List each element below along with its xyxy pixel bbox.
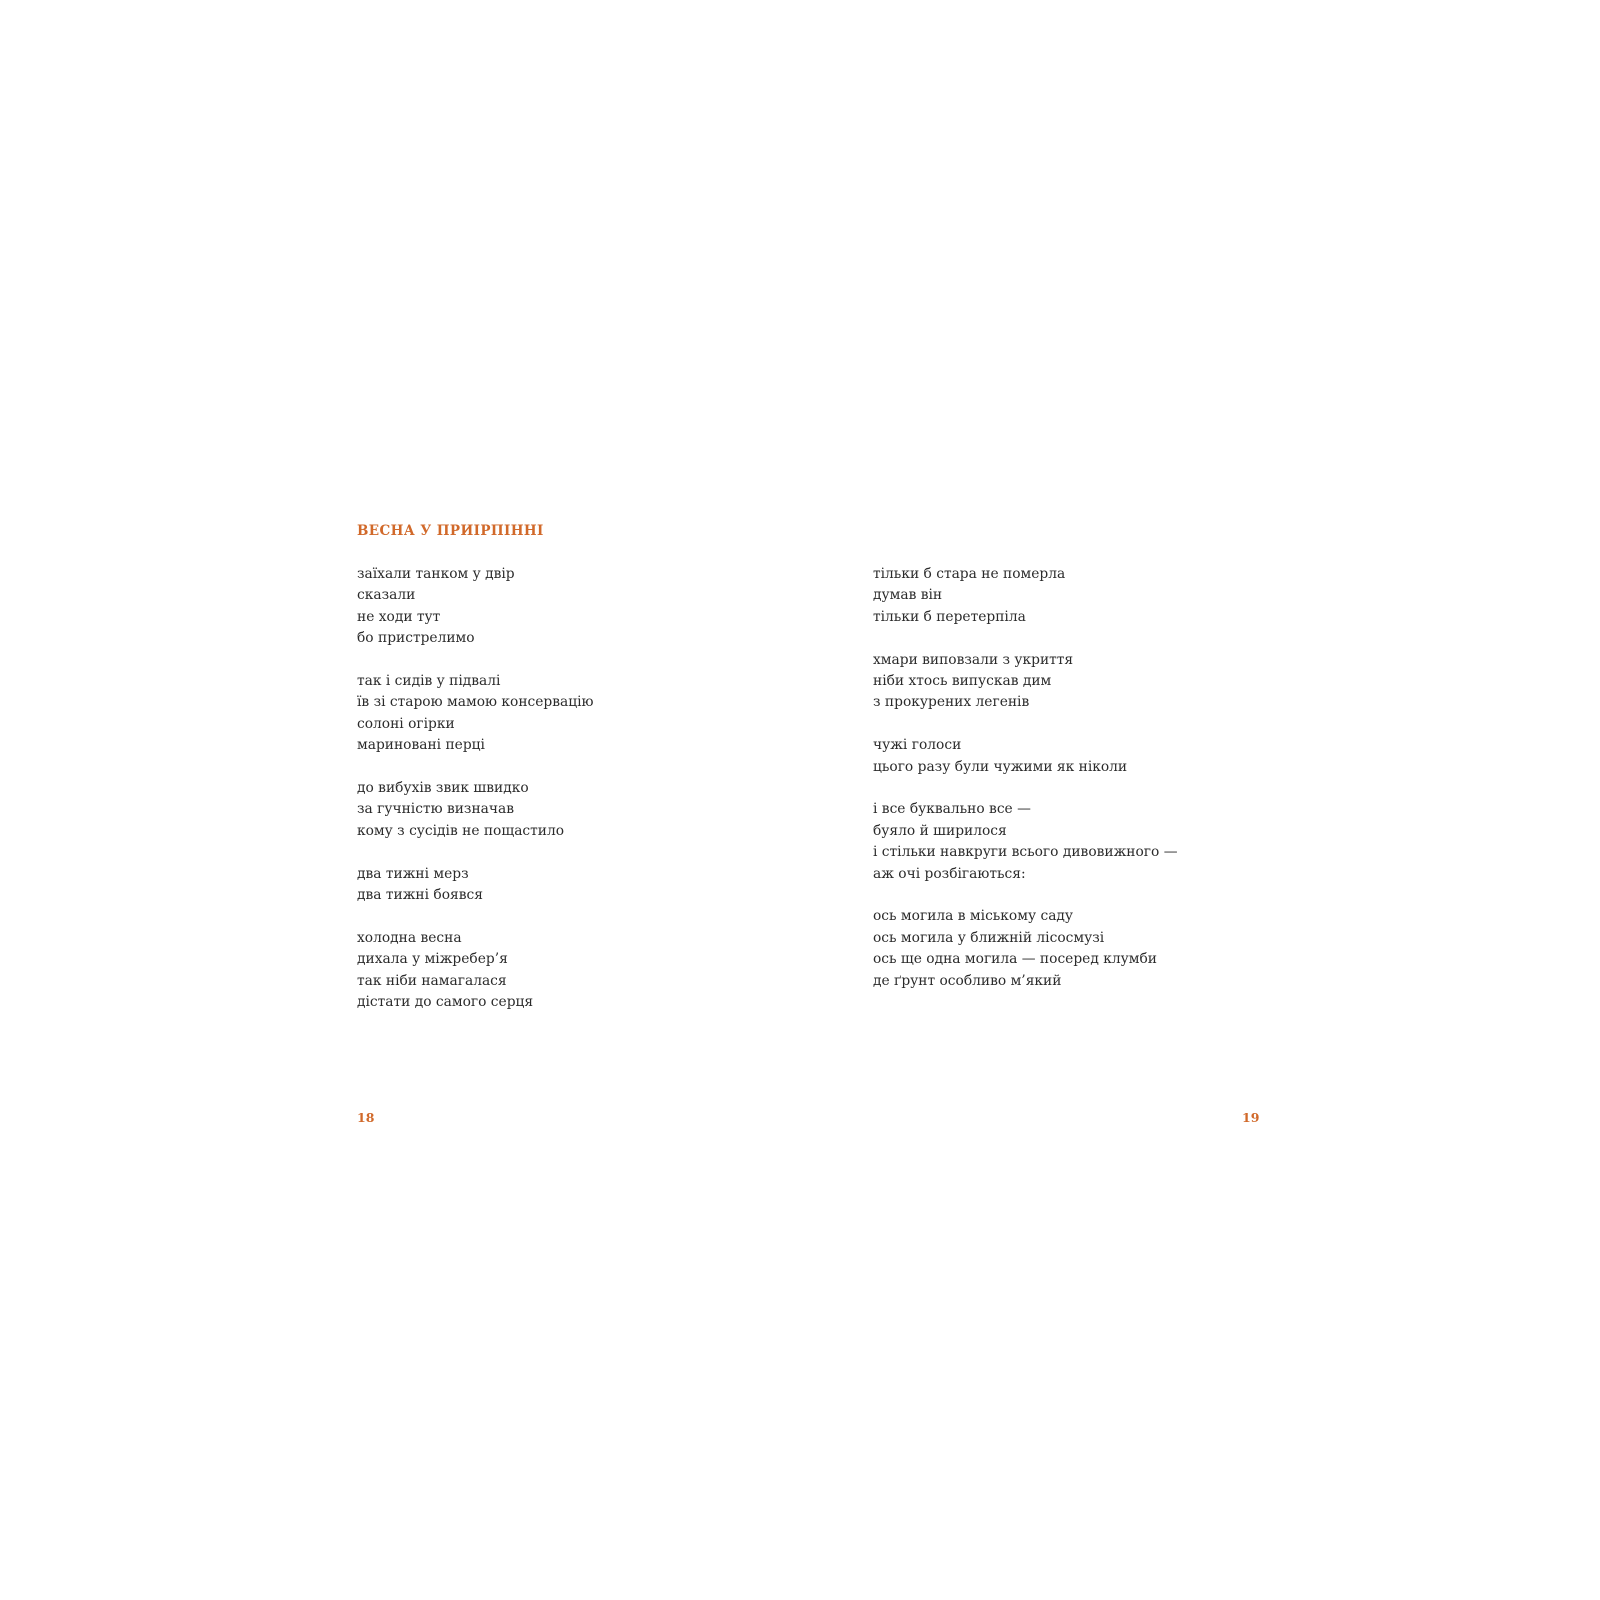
stanza	[873, 799, 1178, 885]
poem-line: два тижні боявся	[357, 887, 483, 904]
poem-line: заїхали танком у двір	[357, 566, 515, 582]
poem-line: буяло й ширилося	[873, 822, 1007, 839]
poem-line: за гучністю визначав	[357, 801, 514, 818]
left-page-text	[357, 564, 594, 1035]
poem-line: дістати до самого серця	[357, 994, 534, 1011]
poem-line: дихала у міжребер’я	[357, 951, 508, 968]
poem-line: цього разу були чужими як ніколи	[873, 758, 1128, 775]
poem-line: кому з сусідів не пощастило	[357, 822, 565, 839]
poem-line: ось могила в міському саду	[873, 908, 1074, 925]
poem-line: і стільки навкруги всього дивовижного —	[873, 844, 1178, 861]
poem-line: ось ще одна могила — посеред клумби	[873, 951, 1157, 968]
poem-line: з прокурених легенів	[873, 694, 1030, 711]
poem-line: так і сидів у підвалі	[357, 673, 501, 690]
stanza	[357, 564, 594, 650]
poem-line: аж очі розбігаються:	[873, 865, 1026, 882]
stanza	[357, 671, 594, 757]
poem-line: думав він	[873, 587, 943, 604]
poem-line: тільки б перетерпіла	[873, 608, 1026, 625]
poem-line: до вибухів звик швидко	[357, 780, 529, 797]
poem-line: два тижні мерз	[357, 865, 469, 882]
poem-line: так ніби намагалася	[357, 972, 507, 989]
stanza	[357, 928, 594, 1014]
poem-line: холодна весна	[357, 929, 462, 946]
poem-line: ось могила у ближній лісосмузі	[873, 929, 1105, 946]
right-page-text	[873, 564, 1178, 1013]
poem-line: де ґрунт особливо м’який	[873, 972, 1062, 989]
poem-line: не ходи тут	[357, 608, 441, 625]
stanza	[873, 564, 1178, 628]
stanza	[357, 778, 594, 842]
poem-line: їв зі старою мамою консервацію	[357, 694, 594, 711]
page-number-right: 19	[1242, 1110, 1260, 1125]
poem-line: солоні огірки	[357, 715, 455, 732]
poem-title: ВЕСНА У ПРИІРПІННІ	[357, 523, 544, 539]
stanza	[873, 650, 1178, 714]
poem-line: сказали	[357, 587, 416, 604]
stanza	[873, 735, 1178, 778]
poem-line: тільки б стара не померла	[873, 566, 1066, 582]
poem-line: ніби хтось випускав дим	[873, 673, 1052, 690]
poem-line: бо пристрелимо	[357, 630, 475, 647]
stanza	[357, 864, 594, 907]
poem-line: хмари виповзали з укриття	[873, 651, 1074, 668]
poem-line: чужі голоси	[873, 737, 962, 754]
page-number-left: 18	[357, 1110, 375, 1125]
poem-line: і все буквально все —	[873, 801, 1031, 818]
poem-line: мариновані перці	[357, 737, 485, 754]
stanza	[873, 906, 1178, 992]
